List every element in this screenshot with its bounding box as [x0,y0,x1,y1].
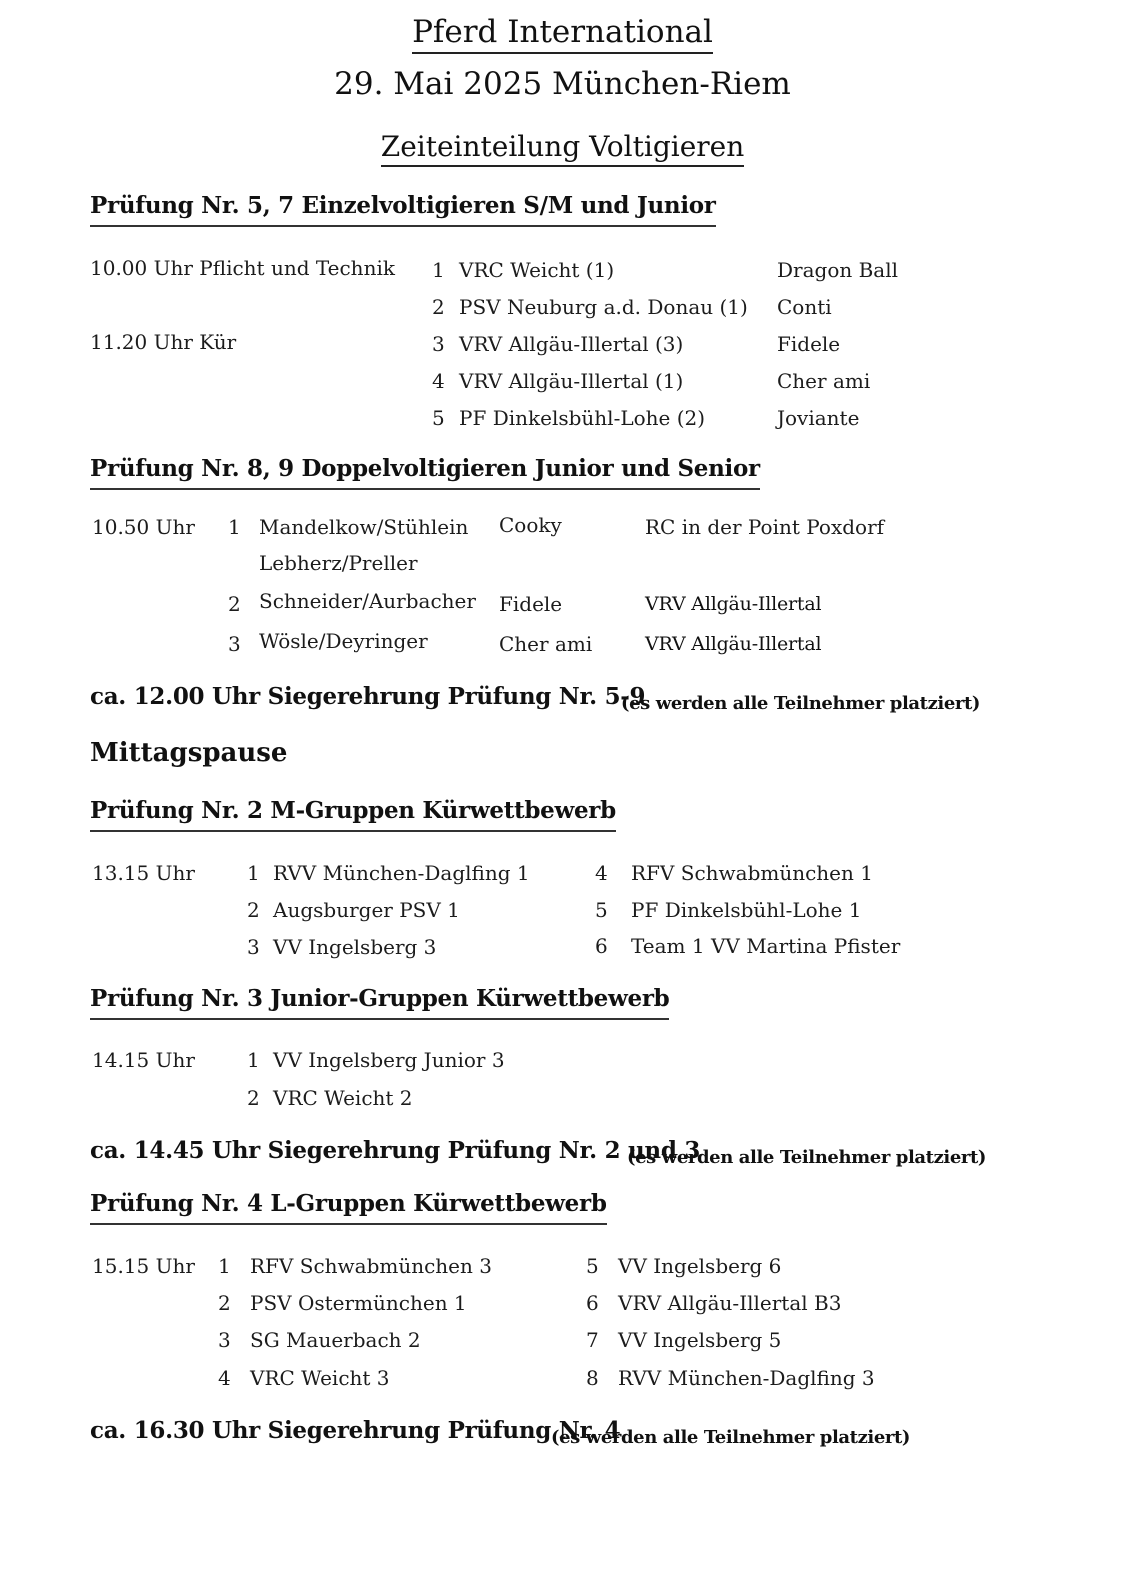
team-name: VRC Weicht 2 [273,1086,413,1110]
time-pflicht: 10.00 Uhr Pflicht und Technik [90,256,395,280]
start-number: 4 [218,1366,231,1390]
start-number: 8 [586,1366,599,1390]
vaulter-names: Wösle/Deyringer [259,629,428,653]
team-name: VV Ingelsberg 6 [618,1254,782,1278]
start-number: 2 [247,1086,260,1110]
vaulter-names: Lebherz/Preller [259,551,418,575]
horse-name: Cooky [499,513,562,537]
lunch-break: Mittagspause [90,738,288,768]
club-name: VRV Allgäu-Illertal [645,593,822,615]
start-time: 14.15 Uhr [92,1048,195,1072]
section-title-pruefung-3: Prüfung Nr. 3 Junior-Gruppen Kürwettbewerb [90,985,669,1020]
start-number: 1 [247,1048,260,1072]
team-name: Augsburger PSV 1 [273,898,460,922]
start-number: 3 [228,632,241,656]
horse-name: Joviante [777,406,860,430]
section-title-pruefung-8-9: Prüfung Nr. 8, 9 Doppelvoltigieren Junior und Senior [90,455,760,490]
vaulter-names: Mandelkow/Stühlein [259,515,469,539]
team-name: PF Dinkelsbühl-Lohe 1 [631,898,862,922]
start-number: 1 [247,861,260,885]
club-name: PSV Neuburg a.d. Donau (1) [459,295,748,319]
team-name: VRV Allgäu-Illertal B3 [618,1291,842,1315]
start-number: 4 [595,861,608,885]
ceremony-3: ca. 16.30 Uhr Siegerehrung Prüfung Nr. 4 [90,1417,621,1444]
horse-name: Fidele [777,332,841,356]
club-name: VRV Allgäu-Illertal [645,633,822,655]
start-number: 7 [586,1328,599,1352]
team-name: PSV Ostermünchen 1 [250,1291,467,1315]
ceremony-2: ca. 14.45 Uhr Siegerehrung Prüfung Nr. 2 und 3 [90,1137,701,1164]
team-name: SG Mauerbach 2 [250,1328,421,1352]
start-number: 3 [247,935,260,959]
section-title-pruefung-2: Prüfung Nr. 2 M-Gruppen Kürwettbewerb [90,797,616,832]
horse-name: Fidele [499,592,563,616]
start-number: 1 [228,515,241,539]
club-name: VRV Allgäu-Illertal (3) [459,332,684,356]
ceremony-1-note: (es werden alle Teilnehmer platziert) [621,693,981,714]
start-number: 2 [247,898,260,922]
team-name: VV Ingelsberg 3 [273,935,437,959]
vaulter-names: Schneider/Aurbacher [259,589,476,613]
club-name: PF Dinkelsbühl-Lohe (2) [459,406,706,430]
time-kuer: 11.20 Uhr Kür [90,330,237,354]
club-name: VRC Weicht (1) [459,258,615,282]
start-number: 4 [432,369,445,393]
start-time: 15.15 Uhr [92,1254,195,1278]
start-number: 5 [432,406,445,430]
start-number: 1 [218,1254,231,1278]
start-number: 6 [595,934,608,958]
start-number: 2 [432,295,445,319]
start-number: 5 [595,898,608,922]
horse-name: Conti [777,295,832,319]
team-name: VV Ingelsberg Junior 3 [273,1048,505,1072]
team-name: RVV München-Daglfing 3 [618,1366,875,1390]
start-number: 5 [586,1254,599,1278]
start-number: 2 [228,592,241,616]
club-name: VRV Allgäu-Illertal (1) [459,369,684,393]
start-time: 10.50 Uhr [92,515,195,539]
team-name: VV Ingelsberg 5 [618,1328,782,1352]
team-name: RFV Schwabmünchen 3 [250,1254,492,1278]
start-number: 2 [218,1291,231,1315]
ceremony-3-note: (es werden alle Teilnehmer platziert) [551,1427,911,1448]
ceremony-2-note: (es werden alle Teilnehmer platziert) [627,1147,987,1168]
team-name: VRC Weicht 3 [250,1366,390,1390]
ceremony-1: ca. 12.00 Uhr Siegerehrung Prüfung Nr. 5-9 [90,683,646,710]
horse-name: Cher ami [499,632,593,656]
event-date-place: 29. Mai 2025 München-Riem [334,66,791,102]
horse-name: Cher ami [777,369,871,393]
schedule-subtitle: Zeiteinteilung Voltigieren [0,130,1125,163]
club-name: RC in der Point Poxdorf [645,515,885,539]
start-number: 6 [586,1291,599,1315]
team-name: RFV Schwabmünchen 1 [631,861,873,885]
start-number: 1 [432,258,445,282]
event-title: Pferd International [0,14,1125,50]
start-time: 13.15 Uhr [92,861,195,885]
horse-name: Dragon Ball [777,258,899,282]
team-name: RVV München-Daglfing 1 [273,861,530,885]
start-number: 3 [218,1328,231,1352]
start-number: 3 [432,332,445,356]
section-title-pruefung-5-7: Prüfung Nr. 5, 7 Einzelvoltigieren S/M und Junior [90,192,716,227]
team-name: Team 1 VV Martina Pfister [631,934,901,958]
section-title-pruefung-4: Prüfung Nr. 4 L-Gruppen Kürwettbewerb [90,1190,607,1225]
